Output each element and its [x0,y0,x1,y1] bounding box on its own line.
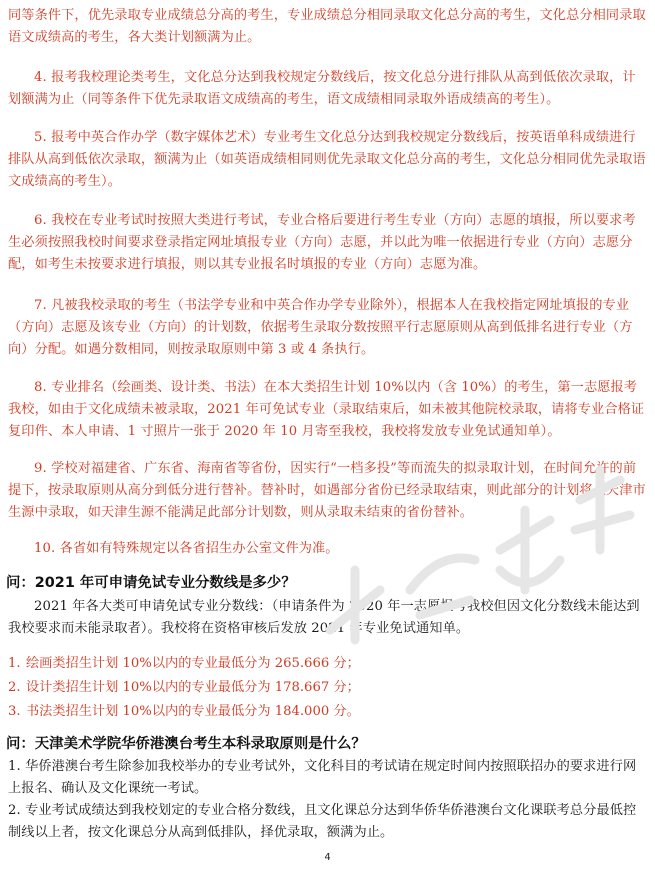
question-heading-exemption: 问：2021 年可申请免试专业分数线是多少？ [6,575,296,591]
paragraph-rule-5-text: 5. 报考中英合作办学（数字媒体艺术）专业考生文化总分达到我校规定分数线后，按英语单科成绩进行排队从高到低依次录取，额满为止（如英语成绩相同则优先录取文化总分高的考生，文化总分相同优先录取语文成绩高的考生）。 [8,130,646,189]
exemption-score-list [8,652,648,724]
list-item [8,676,648,700]
list-item-number: 2. [8,680,21,695]
list-item-number: 3. [8,704,21,719]
list-item-number: 1. [8,656,21,671]
list-item [8,700,648,724]
paragraph-continued: 同等条件下，优先录取专业成绩总分高的考生，专业成绩总分相同录取文化总分高的考生，文化总分相同录取语文成绩高的考生，各大类计划额满为止。 [8,8,646,45]
list-item [8,652,648,676]
paragraph-rule-9 [8,458,648,524]
paragraph-rule-6 [8,210,648,276]
paragraph-rule-7-text: 7. 凡被我校录取的考生（书法学专业和中英合作办学专业除外），根据本人在我校指定网址填报的专业（方向）志愿及该专业（方向）的计划数，依据考生录取分数按照平行志愿原则从高到低排名进行专业（方向）分配。如遇分数相同，则按录取原则中第 3 或 4 条执行。 [8,298,633,357]
overseas-answer-2: 2. 专业考试成绩达到我校划定的专业合格分数线，且文化课总分达到华侨华侨港澳台文化课联考总分最低控制线以上者，按文化课总分从高到低排队，择优录取，额满为止。 [8,803,637,840]
overseas-answer-1: 1. 华侨港澳台考生除参加我校举办的专业考试外，文化科目的考试请在规定时间内按照联招办的要求进行网上报名、确认及文化课统一考试。 [8,759,637,796]
page-number: 4 [324,852,331,863]
paragraph-rule-10 [8,538,648,560]
paragraph-rule-4 [8,67,648,111]
list-item-text: 设计类招生计划 10%以内的专业最低分为 178.667 分； [26,680,360,695]
question-heading-overseas: 问：天津美术学院华侨港澳台考生本科录取原则是什么？ [6,736,366,752]
paragraph-rule-7 [8,295,648,361]
paragraph-rule-9-text: 9. 学校对福建省、广东省、海南省等省份，因实行“一档多投”等而流失的拟录取计划，在时间允许的前提下，按录取原则从高分到低分进行替补。替补时，如遇部分省份已经录取结束，则此部分的计划将从天津市生源中录取，如天津生源不能满足此部分计划数，则从录取未结束的省份替补。 [8,461,646,520]
list-item-text: 书法类招生计划 10%以内的专业最低分为 184.000 分。 [26,704,360,719]
paragraph-rule-5 [8,127,648,193]
paragraph-rule-10-text: 10. 各省如有特殊规定以各省招生办公室文件为准。 [34,541,339,556]
paragraph-rule-6-text: 6. 我校在专业考试时按照大类进行考试，专业合格后要进行考生专业（方向）志愿的填报，所以要求考生必须按照我校时间要求登录指定网址填报专业（方向）志愿，并以此为唯一依据进行专业（方向）志愿分配，如考生未按要求进行填报，则以其专业报名时填报的专业（方向）志愿为准。 [8,213,636,272]
exemption-answer [8,596,648,640]
list-item-text: 绘画类招生计划 10%以内的专业最低分为 265.666 分； [26,656,360,671]
paragraph-rule-8 [8,377,648,443]
paragraph-rule-4-text: 4. 报考我校理论类考生，文化总分达到我校规定分数线后，按文化总分进行排队从高到低依次录取，计划额满为止（同等条件下优先录取语文成绩高的考生，语文成绩相同录取外语成绩高的考生）。 [8,70,636,107]
paragraph-rule-8-text: 8. 专业排名（绘画类、设计类、书法）在本大类招生计划 10%以内（含 10%）的考生，第一志愿报考我校，如由于文化成绩未被录取，2021 年可免试专业（录取结束后，如未被其他院校录取，请将专业合格证复印件、本人申请、1 寸照片一张于 2020 年 10 月寄至我校，我校将发放专业免试通知单）。 [8,380,645,439]
exemption-answer-text: 2021 年各大类可申请免试专业分数线：（申请条件为 2020 年一志愿报考我校但因文化分数线未能达到我校要求而未能录取者）。我校将在资格审核后发放 2021 年专业免试通知单。 [8,599,640,636]
